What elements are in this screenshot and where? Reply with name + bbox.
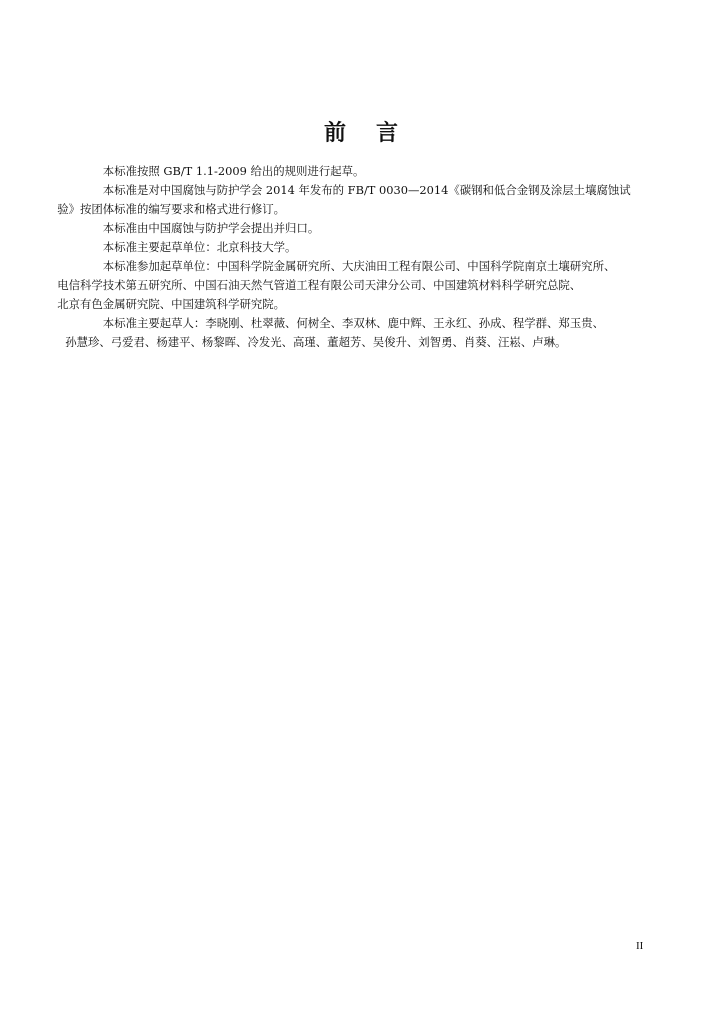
- paragraph-line: 本标准主要起草单位：北京科技大学。: [102, 240, 297, 254]
- paragraph-line: 本标准按照 GB/T 1.1-2009 给出的规则进行起草。: [102, 164, 365, 178]
- paragraph-line: 本标准由中国腐蚀与防护学会提出并归口。: [102, 221, 320, 235]
- paragraph-line: 本标准主要起草人：李晓刚、杜翠薇、何树全、李双林、鹿中辉、王永红、孙成、程学群、郑玉贵、: [102, 316, 604, 330]
- paragraph-line: 本标准参加起草单位：中国科学院金属研究所、大庆油田工程有限公司、中国科学院南京土壤研究所、: [102, 259, 616, 273]
- paragraph-line: 验》按团体标准的编写要求和格式进行修订。: [57, 202, 286, 216]
- paragraph-main-drafters: [65, 314, 666, 352]
- title-char-1: 前: [323, 120, 348, 146]
- title-char-2: 言: [376, 120, 401, 146]
- paragraph-line: 孙慧珍、弓爱君、杨建平、杨黎晖、冷发光、高瑾、董超芳、吴俊升、刘智勇、肖葵、汪崧、卢琳。: [65, 335, 567, 349]
- paragraph-drafting-rules: [80, 162, 666, 181]
- paragraph-line: 北京有色金属研究院、中国建筑科学研究院。: [57, 297, 286, 311]
- paragraph-participating-units: [57, 257, 666, 314]
- page-title: [0, 116, 724, 147]
- paragraph-revision: [57, 181, 666, 219]
- paragraph-line: 电信科学技术第五研究所、中国石油天然气管道工程有限公司天津分公司、中国建筑材料科学研究总院、: [57, 278, 582, 292]
- paragraph-line: 本标准是对中国腐蚀与防护学会 2014 年发布的 FB/T 0030—2014《碳钢和低合金钢及涂层土壤腐蚀试: [102, 183, 631, 197]
- foreword-body: [57, 162, 666, 352]
- page-number: II: [636, 940, 644, 952]
- paragraph-main-drafting-unit: [80, 238, 666, 257]
- paragraph-proposer: [80, 219, 666, 238]
